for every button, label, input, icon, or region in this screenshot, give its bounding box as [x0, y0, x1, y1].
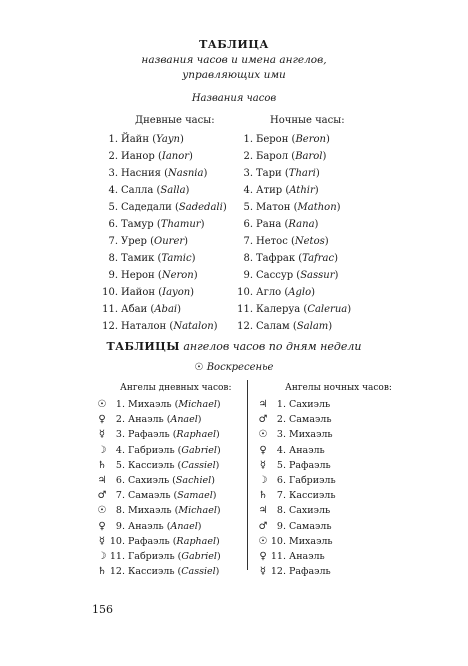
page-number: 156 [92, 603, 113, 616]
list-item: ♄ 12. Кассиэль (Cassiel) [95, 564, 245, 579]
night-hours-header: Ночные часы: [270, 115, 345, 126]
list-item: 7. Нетос (Netos) [243, 236, 329, 247]
list-item: 4. Салла (Salla) [108, 185, 190, 196]
list-item: ☉ 3. Михаэль [256, 427, 406, 442]
angels-heading: ТАБЛИЦЫ ангелов часов по дням недели [106, 340, 362, 353]
day-hours-header: Дневные часы: [135, 115, 215, 126]
list-item: 12. Наталон (Natalon) [102, 321, 218, 332]
list-item: 8. Тафрак (Tafrac) [243, 253, 338, 264]
list-item: 5. Садедали (Sadedali) [108, 202, 227, 213]
subtitle-line-1: названия часов и имена ангелов, [141, 54, 327, 66]
list-item: ♀ 4. Анаэль [256, 443, 406, 458]
list-item: 9. Нерон (Neron) [108, 270, 198, 281]
night-angels-list [256, 397, 406, 579]
planet-icon: ☽ [258, 474, 268, 486]
list-item: 6. Рана (Rana) [243, 219, 319, 230]
list-item: ☉ 10. Михаэль [256, 534, 406, 549]
list-item: ☽ 11. Габриэль (Gabriel) [95, 549, 245, 564]
column-divider [247, 380, 248, 570]
list-item: 2. Ианор (Ianor) [108, 151, 193, 162]
list-item: ♀ 9. Анаэль (Anael) [95, 519, 245, 534]
planet-icon: ♄ [97, 566, 107, 578]
list-item: 9. Сассур (Sassur) [243, 270, 339, 281]
planet-icon: ♂ [258, 414, 268, 426]
day-hours-list [98, 131, 227, 335]
list-item: ☽ 4. Габриэль (Gabriel) [95, 443, 245, 458]
page-title: ТАБЛИЦА [199, 38, 269, 51]
list-item: 7. Урер (Ourer) [108, 236, 189, 247]
list-item: ♂ 2. Самаэль [256, 412, 406, 427]
list-item: ☿ 10. Рафаэль (Raphael) [95, 534, 245, 549]
list-item: ☿ 12. Рафаэль [256, 564, 406, 579]
list-item: 6. Тамур (Thamur) [108, 219, 205, 230]
planet-icon: ♂ [97, 490, 107, 502]
planet-icon: ☿ [259, 459, 267, 471]
hours-heading: Названия часов [191, 93, 277, 104]
planet-icon: ☿ [98, 535, 106, 547]
planet-icon: ♀ [98, 414, 106, 426]
list-item: 1. Йайн (Yayn) [108, 134, 184, 145]
list-item: 5. Матон (Mathon) [243, 202, 341, 213]
list-item: 11. Абаи (Abai) [102, 304, 182, 315]
subtitle-line-2: управляющих ими [182, 69, 286, 81]
list-item: 2. Барол (Barol) [243, 151, 327, 162]
planet-icon: ☽ [97, 550, 107, 562]
list-item: 3. Тари (Thari) [243, 168, 320, 179]
planet-icon: ♄ [258, 490, 268, 502]
list-item: ♃ 8. Сахиэль [256, 503, 406, 518]
list-item: ♃ 6. Сахиэль (Sachiel) [95, 473, 245, 488]
list-item: ♀ 11. Анаэль [256, 549, 406, 564]
list-item: 3. Насния (Nasnia) [108, 168, 208, 179]
list-item: 10. Иайон (Iayon) [102, 287, 195, 298]
planet-icon: ♃ [258, 399, 268, 410]
list-item: ☽ 6. Габриэль [256, 473, 406, 488]
day-angels-header: Ангелы дневных часов: [120, 383, 232, 393]
planet-icon: ☉ [258, 429, 268, 441]
list-item: ♂ 7. Самаэль (Samael) [95, 488, 245, 503]
list-item: ☉ 1. Михаэль (Michael) [95, 397, 245, 412]
sun-icon: ☉ [194, 362, 204, 373]
planet-icon: ☿ [98, 429, 106, 441]
list-item: ☉ 8. Михаэль (Michael) [95, 503, 245, 518]
list-item: 11. Калеруа (Caleruа) [237, 304, 352, 315]
list-item: ♃ 1. Сахиэль [256, 397, 406, 412]
planet-icon: ♃ [97, 474, 107, 486]
planet-icon: ♀ [259, 444, 267, 456]
planet-icon: ☿ [259, 566, 267, 578]
night-angels-header: Ангелы ночных часов: [285, 383, 392, 393]
night-hours-list [233, 131, 351, 335]
list-item: ♀ 2. Анаэль (Anael) [95, 412, 245, 427]
planet-icon: ♄ [97, 459, 107, 471]
list-item: 8. Тамик (Tamic) [108, 253, 196, 264]
list-item: 1. Берон (Beron) [243, 134, 330, 145]
planet-icon: ♀ [259, 550, 267, 562]
list-item: 12. Салам (Salam) [237, 321, 333, 332]
sunday-heading: ☉ Воскресенье [194, 362, 274, 373]
list-item: 4. Атир (Athir) [243, 185, 319, 196]
planet-icon: ♃ [258, 505, 268, 517]
list-item: ♄ 7. Кассиэль [256, 488, 406, 503]
planet-icon: ♂ [258, 520, 268, 532]
list-item: ♂ 9. Самаэль [256, 519, 406, 534]
list-item: ☿ 3. Рафаэль (Raphael) [95, 427, 245, 442]
list-item: ☿ 5. Рафаэль [256, 458, 406, 473]
planet-icon: ♀ [98, 520, 106, 532]
day-angels-list [95, 397, 245, 579]
planet-icon: ☉ [258, 535, 268, 547]
planet-icon: ☉ [97, 505, 107, 517]
list-item: 10. Агло (Aglo) [237, 287, 316, 298]
planet-icon: ☽ [97, 444, 107, 456]
planet-icon: ☉ [97, 399, 107, 410]
list-item: ♄ 5. Кассиэль (Cassiel) [95, 458, 245, 473]
